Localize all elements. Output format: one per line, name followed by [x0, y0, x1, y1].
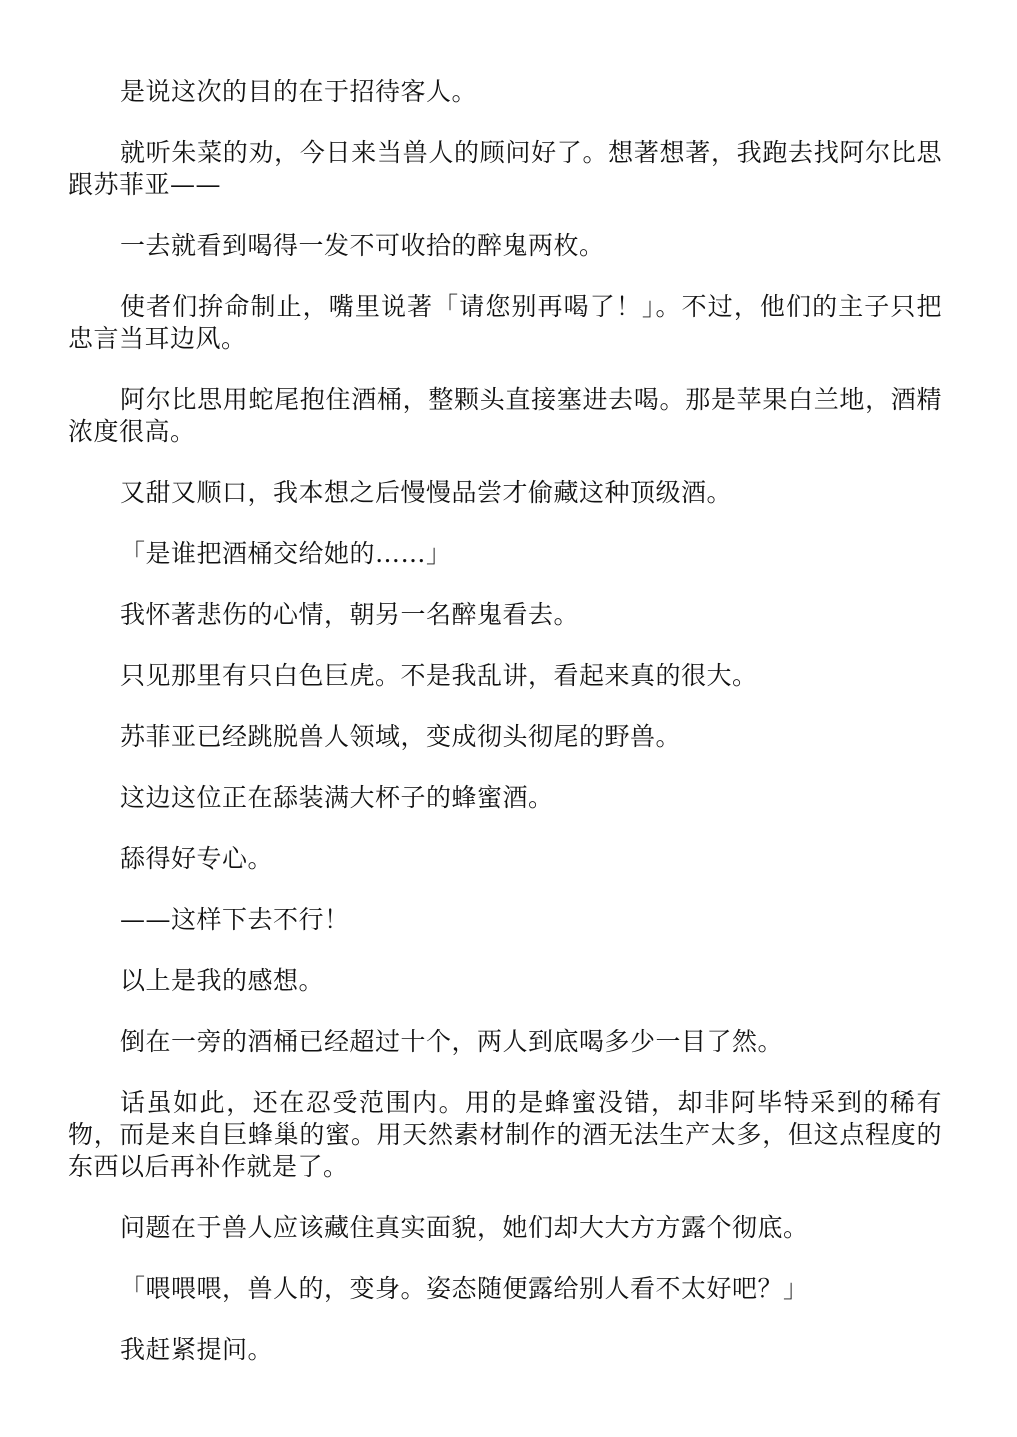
paragraph: 这边这位正在舔装满大杯子的蜂蜜酒。 [120, 783, 554, 812]
paragraph: 就听朱菜的劝，今日来当兽人的顾问好了。想著想著，我跑去找阿尔比思跟苏菲亚—— [68, 138, 942, 199]
paragraph: ——这样下去不行！ [120, 905, 350, 934]
paragraph: 问题在于兽人应该藏住真实面貌，她们却大大方方露个彻底。 [120, 1213, 809, 1242]
paragraph: 我怀著悲伤的心情，朝另一名醉鬼看去。 [120, 600, 580, 629]
paragraph: 话虽如此，还在忍受范围内。用的是蜂蜜没错，却非阿毕特采到的稀有物，而是来自巨蜂巢的蜜。用天然素材制作的酒无法生产太多，但这点程度的东西以后再补作就是了。 [68, 1088, 942, 1181]
paragraph: 苏菲亚已经跳脱兽人领域，变成彻头彻尾的野兽。 [120, 722, 682, 751]
paragraph: 阿尔比思用蛇尾抱住酒桶，整颗头直接塞进去喝。那是苹果白兰地，酒精浓度很高。 [68, 385, 942, 446]
paragraph: 又甜又顺口，我本想之后慢慢品尝才偷藏这种顶级酒。 [120, 478, 733, 507]
paragraph: 一去就看到喝得一发不可收拾的醉鬼两枚。 [120, 231, 605, 260]
paragraph: 我赶紧提问。 [120, 1335, 274, 1364]
paragraph: 以上是我的感想。 [120, 966, 325, 995]
paragraph: 是说这次的目的在于招待客人。 [120, 77, 478, 106]
paragraph: 「是谁把酒桶交给她的……」 [120, 539, 452, 568]
paragraph: 舔得好专心。 [120, 844, 274, 873]
document-page [68, 76, 942, 1395]
paragraph: 只见那里有只白色巨虎。不是我乱讲，看起来真的很大。 [120, 661, 758, 690]
paragraph: 「喂喂喂，兽人的，变身。姿态随便露给别人看不太好吧？」 [120, 1274, 809, 1303]
paragraph: 倒在一旁的酒桶已经超过十个，两人到底喝多少一目了然。 [120, 1027, 784, 1056]
paragraph: 使者们拚命制止，嘴里说著「请您别再喝了！」。不过，他们的主子只把忠言当耳边风。 [68, 292, 942, 353]
